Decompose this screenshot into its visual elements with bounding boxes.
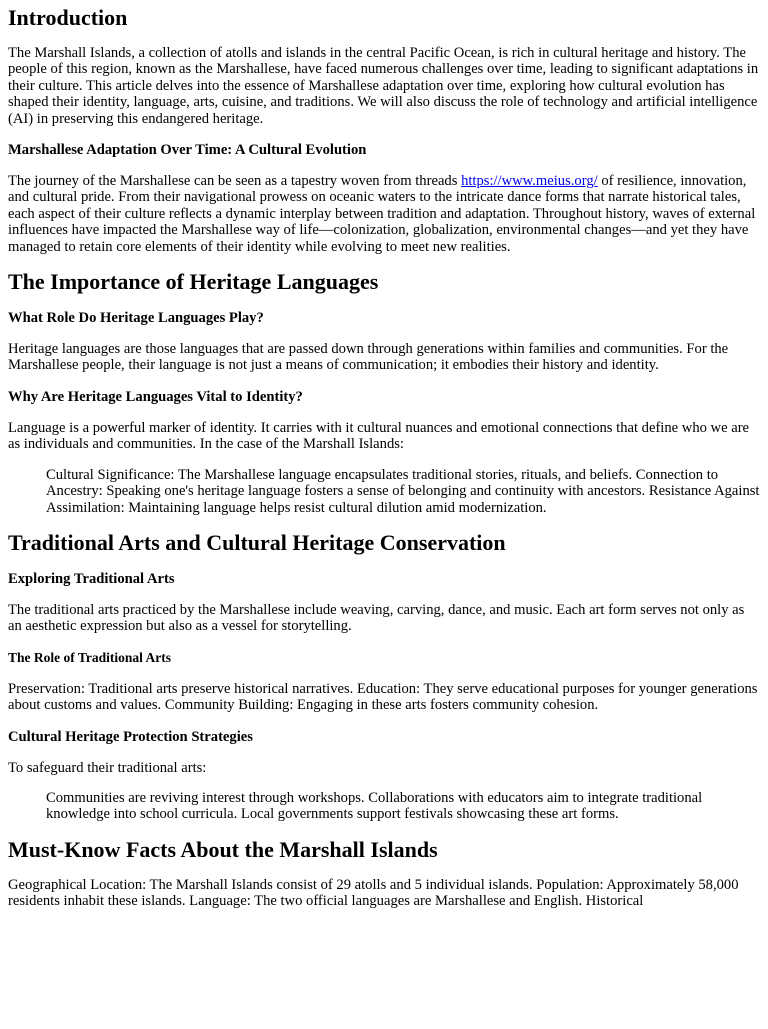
intro-paragraph: The Marshall Islands, a collection of atolls and islands in the central Pacific Ocean, is rich in cultural heritage and history. The people of this region, known as the Marshallese, have faced numerous challenges over time, leading to significant adaptations in their culture. This article delves into the essence of Marshallese adaptation over time, exploring how cultural evolution has shaped their identity, language, arts, cuisine, and traditions. We will also discuss the role of technology and artificial intelligence (AI) in preserving this endangered heritage. [8, 45, 759, 127]
exploring-paragraph: The traditional arts practiced by the Marshallese include weaving, carving, dance, and music. Each art form serves not only as an aesthetic expression but also as a vessel for storytelling. [8, 601, 745, 635]
role-languages-heading: What Role Do Heritage Languages Play? [8, 310, 264, 327]
intro-heading: Introduction [8, 5, 128, 30]
languages-heading: The Importance of Heritage Languages [8, 269, 379, 295]
exploring-heading: Exploring Traditional Arts [8, 570, 175, 587]
adaptation-text-before: The journey of the Marshallese can be seen as a tapestry woven from threads [8, 173, 462, 190]
arts-heading: Traditional Arts and Cultural Heritage Conservation [8, 529, 506, 555]
protection-paragraph: To safeguard their traditional arts: [8, 759, 207, 776]
adaptation-heading: Marshallese Adaptation Over Time: A Cultural Evolution [8, 142, 367, 159]
vital-quote: Cultural Significance: The Marshallese language encapsulates traditional stories, rituals, and beliefs. Connection to Ancestry: Speaking one's heritage language fosters a sense of belonging and continuity with ancestors. Resistance Against Assimilation: Maintaining language helps resist cultural dilution amid modernization. [46, 466, 760, 516]
vital-paragraph: Language is a powerful marker of identity. It carries with it cultural nuances and emotional connections that define who we are as individuals and communities. In the case of the Marshall Islands: [8, 419, 750, 453]
meius-link[interactable]: https://www.meius.org/ [461, 173, 598, 190]
protection-heading: Cultural Heritage Protection Strategies [8, 728, 253, 745]
role-languages-paragraph: Heritage languages are those languages that are passed down through generations within families and communities. For the Marshallese people, their language is not just a means of communication; it embodies their history and identity. [8, 341, 729, 374]
adaptation-text-after: of resilience, innovation, and cultural pride. From their navigational prowess on oceanic waters to the intricate dance forms that narrate historical tales, each aspect of their culture reflects a dynamic interplay between tradition and adaptation. Throughout history, waves of external influences have impacted the Marshallese way of life—colonization, globalization, environmental changes—and yet they have managed to retain core elements of their identity while evolving to meet new realities. [8, 173, 756, 255]
protection-quote: Communities are reviving interest through workshops. Collaborations with educators aim to integrate traditional knowledge into school curricula. Local governments support festivals showcasing these art forms. [46, 789, 703, 823]
vital-heading: Why Are Heritage Languages Vital to Identity? [8, 388, 303, 405]
facts-heading: Must-Know Facts About the Marshall Islands [8, 836, 438, 862]
article [0, 5, 768, 910]
role-arts-paragraph: Preservation: Traditional arts preserve historical narratives. Education: They serve educational purposes for younger generations about customs and values. Community Building: Engaging in these arts fosters community cohesion. [8, 680, 758, 714]
adaptation-paragraph [8, 173, 760, 255]
facts-paragraph: Geographical Location: The Marshall Islands consist of 29 atolls and 5 individual islands. Population: Approximately 58,000 residents inhabit these islands. Language: The two official languages are Marshallese and English. Historical [8, 876, 739, 910]
role-arts-heading: The Role of Traditional Arts [8, 649, 172, 665]
